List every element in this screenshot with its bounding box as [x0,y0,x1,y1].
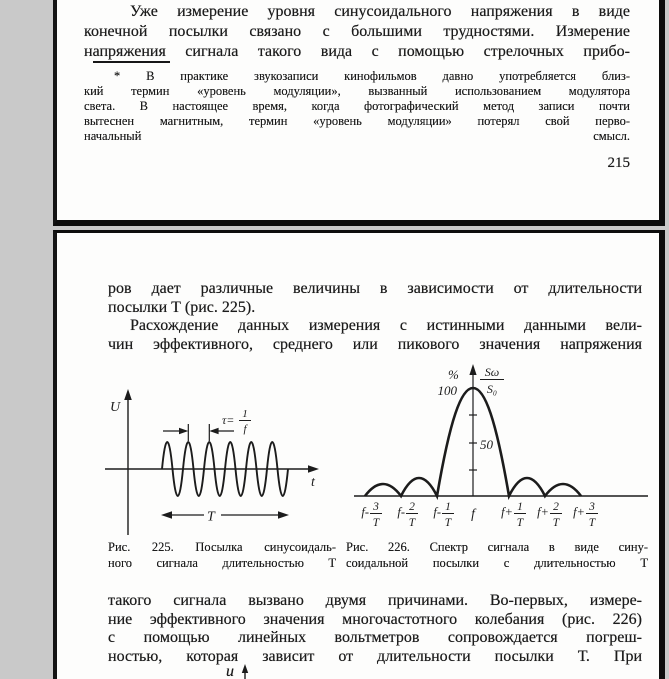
x-label-prefix: f+ [573,505,585,519]
ratio-denominator: S₀ [486,382,498,396]
period-fraction-numerator: 1 [242,408,248,420]
footnote-line: начальный смысл. [84,129,630,143]
x-label-prefix: f- [361,505,369,519]
dim-arrow-right-icon [278,511,289,519]
dim-arrow-left-icon [161,511,172,519]
duration-label: T [207,509,215,525]
caption-line: Рис. 226. Спектр сигнала в виде сину- [346,540,648,554]
footnote-line: света. В настоящее время, когда фотографический метод записи почти [84,99,630,113]
x-label-denominator: T [408,517,416,529]
x-axis-arrow-icon [308,465,319,473]
figure-226-spectrum [350,362,660,535]
x-label-numerator: 2 [409,501,415,513]
caption-line: соидальной посылки с длительностью Т [346,555,648,570]
text-line: Уже измерение уровня синусоидального напряжения в виде [130,3,630,20]
up-arrow-icon [240,664,250,679]
x-label-prefix: f+ [501,505,513,519]
ratio-numerator: Sω [484,365,500,379]
figure-225-waveform [100,388,340,540]
y-axis-label: U [110,400,121,415]
value-50-label: 50 [480,437,493,452]
page-scan-top [53,0,665,226]
text-line: ностью, которая зависит от длительности посылки Т. При [108,647,642,665]
text-line: с помощью линейных вольтметров сопровождается погреш- [108,629,642,646]
x-label-denominator: T [372,517,380,529]
page2-paragraph-2 [108,592,642,666]
footnote-rule [93,61,170,63]
next-figure-axis-start [226,664,250,679]
x-label-numerator: 3 [373,501,379,513]
footnote-line: кий термин «уровень модуляции», вызванный использованием модулятора [84,84,630,98]
figure-225-caption [108,540,336,571]
text-line: такого сигнала вызвано двумя причинами. Во-первых, измере- [108,592,642,609]
dim-arrow-left-icon [209,428,218,434]
x-label-f-minus-1T [433,501,454,529]
period-fraction-denominator: f [243,423,247,435]
page2-paragraph-1 [108,280,642,354]
footnote-line: вытеснен магнитным, термин «уровень модуляции» потерял свой перво- [84,114,630,128]
text-line: ние эффективного значения многочастотного колебания (рис. 226) [108,610,642,628]
x-label-denominator: T [552,517,560,529]
x-label-prefix: f+ [537,505,549,519]
x-label-numerator: 1 [445,501,451,513]
caption-line: ного сигнала длительностью Т [108,555,336,570]
y-axis-arrow-icon [124,389,132,400]
page-scan-bottom [53,230,665,679]
page-number: 215 [607,155,630,171]
text-line: конечной посылки связано с большими трудностями. Измерение [84,23,630,40]
x-axis-label: t [311,475,315,490]
x-label-f-plus-3T [573,501,598,529]
value-100-label: 100 [437,383,457,398]
x-label-denominator: T [444,517,452,529]
text-line: напряжения сигнала такого вида с помощью стрелочных прибо- [84,43,630,60]
x-label-numerator: 1 [517,501,523,513]
text-line: посылки Т (рис. 225). [108,298,256,316]
x-label-numerator: 3 [589,501,595,513]
x-label-prefix: f- [397,505,405,519]
x-label-numerator: 2 [553,501,559,513]
period-label-prefix: τ= [222,413,235,427]
figure-226-caption [346,540,648,571]
x-label-prefix: f- [433,505,441,519]
text-line: Расхождение данных измерения с истинными данными вели- [130,317,642,334]
footnote-paragraph [84,69,630,144]
text-line: чин эффективного, среднего или пикового значения напряжения [108,335,642,353]
amplitude-axis-arrow-icon [469,364,476,375]
x-label-denominator: T [588,517,596,529]
x-label-f-minus-2T [397,501,418,529]
text-line: ров дает различные величины в зависимости от длительности [108,280,642,297]
caption-line: Рис. 225. Посылка синусоидаль- [108,540,336,554]
dim-arrow-right-icon [179,428,188,434]
x-label-f-minus-3T [361,501,382,529]
x-label-f-plus-1T [501,501,526,529]
percent-axis-label: % [448,367,459,382]
x-label-f-center: f [471,506,475,521]
x-label-f-plus-2T [537,501,562,529]
page1-body-paragraph [84,2,630,62]
x-label-denominator: T [516,517,524,529]
next-figure-axis-label: u [226,663,234,679]
footnote-line: * В практике звукозаписи кинофильмов давно употребляется близ- [114,69,630,83]
